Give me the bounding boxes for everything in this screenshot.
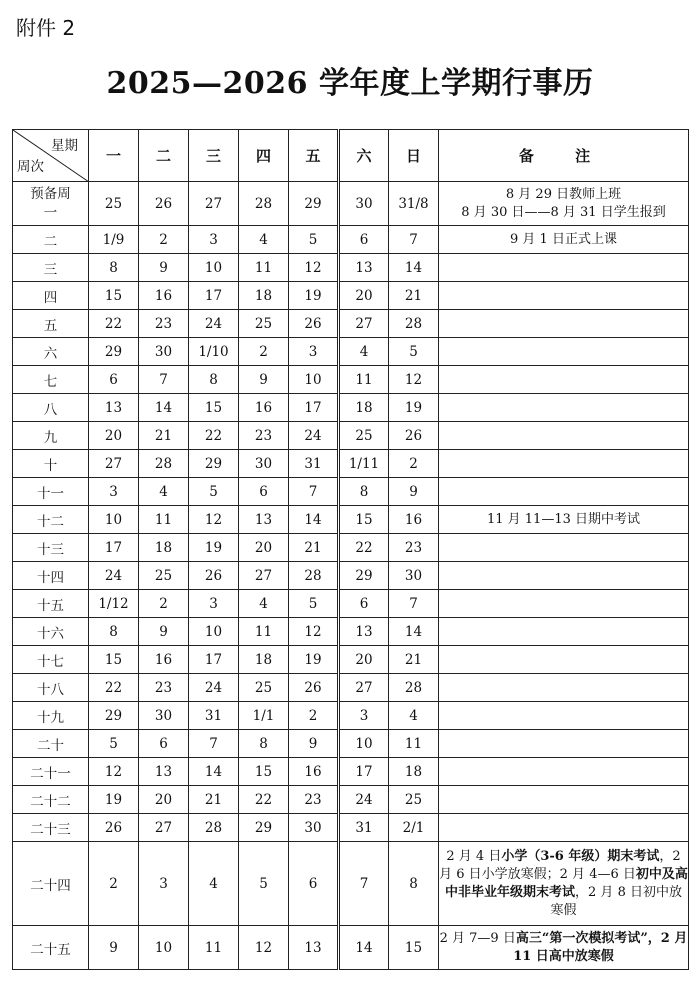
week-row [13, 254, 689, 282]
day-cell: 23 [139, 674, 189, 702]
note-text: 11 月 11—13 日期中考试 [486, 511, 641, 527]
week-label: 十 [13, 450, 89, 478]
day-cell: 18 [339, 394, 389, 422]
day-cell: 7 [139, 366, 189, 394]
day-cell: 8 [389, 842, 439, 926]
day-cell: 30 [389, 562, 439, 590]
day-cell: 13 [289, 926, 339, 970]
day-cell: 10 [89, 506, 139, 534]
day-cell: 11 [389, 730, 439, 758]
diagonal-header-cell [13, 130, 89, 182]
day-cell: 5 [189, 478, 239, 506]
note-bold-text: 初中及高中非毕业年级期末考试 [445, 866, 688, 900]
week-label: 六 [13, 338, 89, 366]
day-cell: 25 [139, 562, 189, 590]
day-cell: 26 [289, 674, 339, 702]
week-label: 三 [13, 254, 89, 282]
week-label: 二 [13, 226, 89, 254]
day-cell: 24 [189, 310, 239, 338]
day-cell: 17 [89, 534, 139, 562]
weekday-axis-label: 星期 [51, 138, 78, 154]
day-cell: 1/9 [89, 226, 139, 254]
day-cell: 14 [289, 506, 339, 534]
day-cell: 7 [289, 478, 339, 506]
week-label: 二十 [13, 730, 89, 758]
day-cell: 28 [389, 310, 439, 338]
day-cell: 2 [289, 702, 339, 730]
week-label: 十七 [13, 646, 89, 674]
day-cell: 18 [239, 282, 289, 310]
week-label: 七 [13, 366, 89, 394]
week-row [13, 674, 689, 702]
day-cell: 3 [189, 590, 239, 618]
notes-header: 备 注 [439, 130, 689, 182]
day-cell: 6 [239, 478, 289, 506]
day-cell: 31 [189, 702, 239, 730]
day-cell: 27 [339, 310, 389, 338]
day-header-mon: 一 [89, 130, 139, 182]
week-row [13, 926, 689, 970]
day-cell: 7 [189, 730, 239, 758]
day-cell: 17 [189, 282, 239, 310]
note-cell [439, 366, 689, 394]
note-line: 8 月 30 日——8 月 31 日学生报到 [461, 204, 666, 220]
week-axis-label: 周次 [17, 159, 44, 175]
day-cell: 2 [389, 450, 439, 478]
week-label-text: 预备周一 [30, 185, 71, 221]
week-row [13, 590, 689, 618]
note-bold-text: 小学（3-6 年级）期末考试 [501, 848, 660, 864]
day-cell: 18 [139, 534, 189, 562]
day-cell: 23 [139, 310, 189, 338]
day-cell: 6 [339, 226, 389, 254]
day-cell: 30 [139, 702, 189, 730]
day-cell: 9 [89, 926, 139, 970]
day-cell: 16 [289, 758, 339, 786]
day-cell: 11 [239, 254, 289, 282]
day-cell: 5 [89, 730, 139, 758]
note-cell [439, 758, 689, 786]
note-cell [439, 394, 689, 422]
day-cell: 8 [89, 254, 139, 282]
day-cell: 31 [339, 814, 389, 842]
note-text: 2 月 4 日 [446, 848, 502, 864]
day-cell: 28 [189, 814, 239, 842]
day-cell: 14 [139, 394, 189, 422]
week-row [13, 842, 689, 926]
day-cell: 15 [89, 646, 139, 674]
note-cell [439, 254, 689, 282]
day-cell: 4 [139, 478, 189, 506]
week-row [13, 562, 689, 590]
week-label: 五 [13, 310, 89, 338]
day-cell: 21 [189, 786, 239, 814]
day-cell: 25 [239, 674, 289, 702]
day-cell: 5 [239, 842, 289, 926]
day-cell: 25 [389, 786, 439, 814]
note-cell [439, 282, 689, 310]
day-cell: 15 [89, 282, 139, 310]
day-cell: 1/12 [89, 590, 139, 618]
note-cell [439, 674, 689, 702]
week-row [13, 506, 689, 534]
day-cell: 12 [239, 926, 289, 970]
day-cell: 12 [289, 254, 339, 282]
day-cell: 20 [339, 646, 389, 674]
note-line: 8 月 29 日教师上班 [505, 186, 622, 202]
day-cell: 30 [289, 814, 339, 842]
day-cell: 3 [339, 702, 389, 730]
day-cell: 7 [339, 842, 389, 926]
attachment-label: 附件 2 [16, 16, 76, 40]
day-cell: 29 [89, 702, 139, 730]
day-cell: 5 [289, 590, 339, 618]
week-label: 十六 [13, 618, 89, 646]
day-cell: 20 [339, 282, 389, 310]
day-cell: 27 [339, 674, 389, 702]
day-cell: 20 [89, 422, 139, 450]
week-label: 十九 [13, 702, 89, 730]
day-cell: 29 [289, 182, 339, 226]
day-cell: 15 [239, 758, 289, 786]
day-cell: 1/1 [239, 702, 289, 730]
day-cell: 10 [289, 366, 339, 394]
week-row [13, 422, 689, 450]
note-cell [439, 226, 689, 254]
day-cell: 4 [339, 338, 389, 366]
day-cell: 7 [389, 590, 439, 618]
day-cell: 26 [389, 422, 439, 450]
week-label [13, 182, 89, 226]
day-cell: 1/10 [189, 338, 239, 366]
day-cell: 26 [89, 814, 139, 842]
day-cell: 2/1 [389, 814, 439, 842]
day-cell: 28 [139, 450, 189, 478]
note-cell [439, 730, 689, 758]
day-cell: 20 [139, 786, 189, 814]
week-row [13, 534, 689, 562]
day-header-tue: 二 [139, 130, 189, 182]
day-cell: 21 [139, 422, 189, 450]
day-cell: 2 [139, 590, 189, 618]
note-cell [439, 814, 689, 842]
day-cell: 6 [89, 366, 139, 394]
day-header-sun: 日 [389, 130, 439, 182]
week-row [13, 182, 689, 226]
day-cell: 14 [389, 254, 439, 282]
day-cell: 17 [289, 394, 339, 422]
day-cell: 21 [389, 646, 439, 674]
day-cell: 9 [139, 254, 189, 282]
day-cell: 19 [89, 786, 139, 814]
day-cell: 23 [289, 786, 339, 814]
day-cell: 28 [389, 674, 439, 702]
day-cell: 29 [189, 450, 239, 478]
day-cell: 5 [289, 226, 339, 254]
week-row [13, 730, 689, 758]
day-cell: 10 [189, 254, 239, 282]
week-label: 十八 [13, 674, 89, 702]
note-cell [439, 478, 689, 506]
day-cell: 22 [189, 422, 239, 450]
week-row [13, 226, 689, 254]
day-cell: 19 [389, 394, 439, 422]
note-bold-text: 高三“第一次模拟考试”，2 月 11 日高中放寒假 [513, 930, 688, 964]
note-cell [439, 842, 689, 926]
day-cell: 18 [239, 646, 289, 674]
note-cell [439, 702, 689, 730]
day-cell: 1/11 [339, 450, 389, 478]
day-cell: 27 [139, 814, 189, 842]
day-cell: 15 [339, 506, 389, 534]
day-cell: 25 [239, 310, 289, 338]
week-label: 十五 [13, 590, 89, 618]
day-cell: 16 [239, 394, 289, 422]
day-cell: 12 [389, 366, 439, 394]
note-cell [439, 926, 689, 970]
day-cell: 13 [339, 618, 389, 646]
day-cell: 11 [189, 926, 239, 970]
day-cell: 24 [289, 422, 339, 450]
week-row [13, 786, 689, 814]
day-cell: 2 [139, 226, 189, 254]
day-cell: 2 [89, 842, 139, 926]
header-row [13, 130, 689, 182]
note-cell [439, 422, 689, 450]
week-label: 二十四 [13, 842, 89, 926]
day-cell: 3 [289, 338, 339, 366]
day-cell: 27 [89, 450, 139, 478]
week-row [13, 394, 689, 422]
day-cell: 10 [139, 926, 189, 970]
day-cell: 20 [239, 534, 289, 562]
note-text: 2 月 4—6 日 [559, 866, 636, 882]
week-row [13, 366, 689, 394]
week-row [13, 618, 689, 646]
day-cell: 3 [139, 842, 189, 926]
day-cell: 30 [239, 450, 289, 478]
day-cell: 31 [289, 450, 339, 478]
day-cell: 25 [339, 422, 389, 450]
day-cell: 7 [389, 226, 439, 254]
week-row [13, 702, 689, 730]
note-cell [439, 786, 689, 814]
week-label: 四 [13, 282, 89, 310]
day-cell: 13 [89, 394, 139, 422]
day-cell: 19 [289, 282, 339, 310]
day-cell: 21 [289, 534, 339, 562]
day-cell: 29 [339, 562, 389, 590]
day-cell: 4 [239, 226, 289, 254]
week-row [13, 338, 689, 366]
day-header-sat: 六 [339, 130, 389, 182]
week-label: 二十二 [13, 786, 89, 814]
day-cell: 26 [289, 310, 339, 338]
day-cell: 24 [339, 786, 389, 814]
day-cell: 16 [139, 646, 189, 674]
day-cell: 27 [189, 182, 239, 226]
day-cell: 28 [289, 562, 339, 590]
day-cell: 17 [339, 758, 389, 786]
day-cell: 11 [139, 506, 189, 534]
day-cell: 21 [389, 282, 439, 310]
day-cell: 25 [89, 182, 139, 226]
week-label: 二十三 [13, 814, 89, 842]
day-cell: 11 [339, 366, 389, 394]
day-cell: 15 [389, 926, 439, 970]
page-title: 2025—2026 学年度上学期行事历 [106, 66, 594, 101]
week-row [13, 310, 689, 338]
day-cell: 29 [239, 814, 289, 842]
week-row [13, 758, 689, 786]
note-cell [439, 506, 689, 534]
day-cell: 9 [389, 478, 439, 506]
note-cell [439, 562, 689, 590]
day-cell: 11 [239, 618, 289, 646]
day-cell: 8 [189, 366, 239, 394]
week-row [13, 646, 689, 674]
day-cell: 15 [189, 394, 239, 422]
day-cell: 29 [89, 338, 139, 366]
note-text: ，2 月 6 日小学放寒假； [439, 848, 681, 882]
week-row [13, 478, 689, 506]
day-cell: 27 [239, 562, 289, 590]
day-cell: 14 [389, 618, 439, 646]
week-row [13, 282, 689, 310]
day-cell: 4 [239, 590, 289, 618]
note-cell [439, 450, 689, 478]
day-cell: 16 [389, 506, 439, 534]
day-cell: 22 [89, 674, 139, 702]
day-cell: 31/8 [389, 182, 439, 226]
week-label: 十三 [13, 534, 89, 562]
day-cell: 19 [289, 646, 339, 674]
school-calendar-table [12, 129, 689, 970]
day-cell: 14 [339, 926, 389, 970]
day-cell: 13 [139, 758, 189, 786]
day-cell: 14 [189, 758, 239, 786]
day-cell: 2 [239, 338, 289, 366]
week-label: 十一 [13, 478, 89, 506]
day-header-wed: 三 [189, 130, 239, 182]
note-text: 2 月 7—9 日 [439, 930, 516, 946]
day-cell: 3 [89, 478, 139, 506]
day-cell: 4 [189, 842, 239, 926]
note-cell [439, 618, 689, 646]
day-cell: 10 [339, 730, 389, 758]
day-cell: 19 [189, 534, 239, 562]
day-cell: 8 [239, 730, 289, 758]
day-cell: 24 [189, 674, 239, 702]
day-cell: 30 [139, 338, 189, 366]
day-cell: 16 [139, 282, 189, 310]
week-label: 十四 [13, 562, 89, 590]
day-cell: 4 [389, 702, 439, 730]
day-header-fri: 五 [289, 130, 339, 182]
day-cell: 10 [189, 618, 239, 646]
day-cell: 18 [389, 758, 439, 786]
day-cell: 23 [389, 534, 439, 562]
week-label: 八 [13, 394, 89, 422]
note-text: 9 月 1 日正式上课 [510, 231, 617, 247]
note-cell [439, 338, 689, 366]
day-cell: 13 [339, 254, 389, 282]
day-cell: 23 [239, 422, 289, 450]
day-cell: 28 [239, 182, 289, 226]
day-cell: 6 [289, 842, 339, 926]
note-cell [439, 310, 689, 338]
day-cell: 3 [189, 226, 239, 254]
day-cell: 12 [289, 618, 339, 646]
week-label: 二十一 [13, 758, 89, 786]
day-cell: 22 [339, 534, 389, 562]
note-cell [439, 182, 689, 226]
day-cell: 5 [389, 338, 439, 366]
day-cell: 26 [189, 562, 239, 590]
note-text: ，2 月 8 日初中放寒假 [550, 884, 682, 918]
day-cell: 8 [339, 478, 389, 506]
day-cell: 22 [89, 310, 139, 338]
week-label: 十二 [13, 506, 89, 534]
day-cell: 12 [189, 506, 239, 534]
day-cell: 6 [139, 730, 189, 758]
note-cell [439, 646, 689, 674]
day-cell: 26 [139, 182, 189, 226]
day-cell: 30 [339, 182, 389, 226]
day-cell: 9 [239, 366, 289, 394]
day-cell: 13 [239, 506, 289, 534]
week-label: 九 [13, 422, 89, 450]
day-cell: 9 [139, 618, 189, 646]
day-cell: 9 [289, 730, 339, 758]
note-cell [439, 534, 689, 562]
note-cell [439, 590, 689, 618]
week-label: 二十五 [13, 926, 89, 970]
week-row [13, 450, 689, 478]
day-cell: 6 [339, 590, 389, 618]
day-cell: 24 [89, 562, 139, 590]
day-cell: 22 [239, 786, 289, 814]
week-row [13, 814, 689, 842]
day-cell: 8 [89, 618, 139, 646]
day-cell: 17 [189, 646, 239, 674]
day-cell: 12 [89, 758, 139, 786]
day-header-thu: 四 [239, 130, 289, 182]
